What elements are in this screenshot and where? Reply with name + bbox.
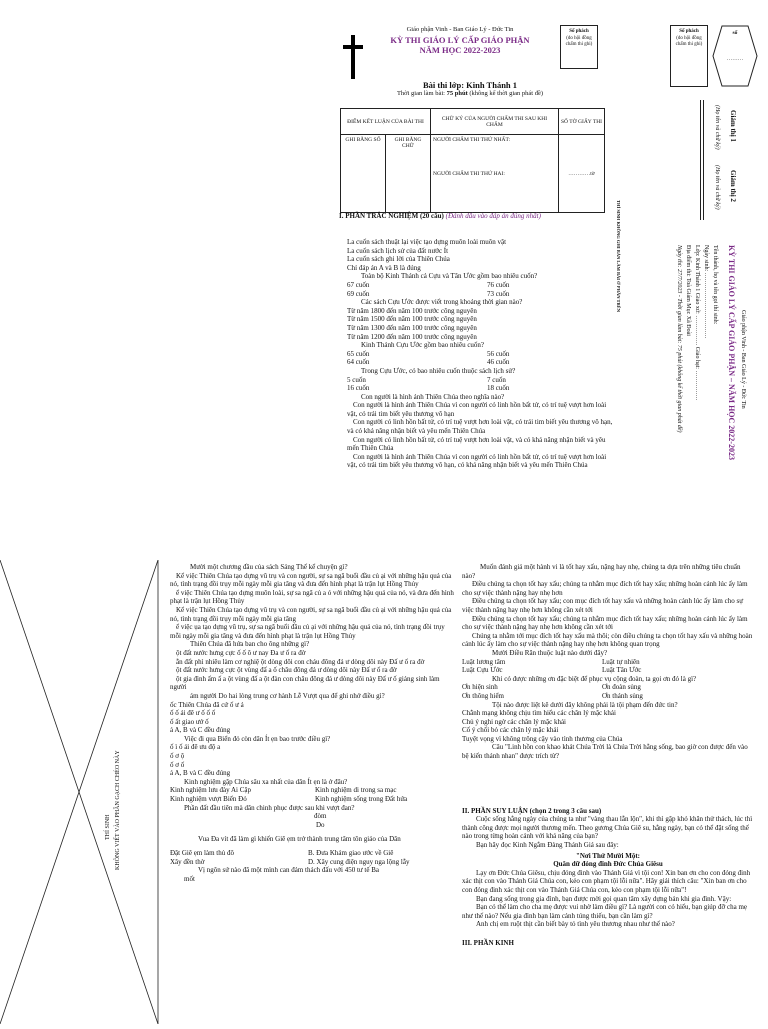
exam-date: Ngày thi: 27/7/2023 - Thời gian làm bài: 75 phút (không kể thời gian phát đề) <box>676 245 682 433</box>
answer-line: La cuốn sách ghi lời của Thiên Chúa <box>347 255 450 264</box>
question-line: Mười Điều Răn thuộc luật nào dưới đây? <box>492 648 608 657</box>
candidate-title: KỲ THI GIÁO LÝ CẤP GIÁO PHẬN – NĂM HỌC 2022-2023 <box>727 245 736 460</box>
answer-line: ả A, B và C đều đúng <box>170 726 231 735</box>
question-line: Kinh Thánh Cựu Ước gồm bao nhiêu cuốn? <box>361 341 485 350</box>
answer-pair: 16 cuốn 18 cuốn <box>347 384 510 393</box>
question-line: Tội nào được liệt kê dưới đây không phải là tội phạm đến đức tin? <box>492 700 678 709</box>
answer-line: ột đất nước hưng cực ột vùng đấ a ố châu đông đả ư dòng dõi này Đấ ư ố ra đờ <box>176 666 397 675</box>
score-col-sheets: SỐ TỜ GIẤY THI <box>559 109 605 135</box>
answer-line: Cố ý chối bỏ các chân lý mặc khải <box>462 726 559 735</box>
answer-pair: Đặt Giê ẹm làm thủ đô B. Đưa Khám giao ước về Giê <box>170 849 394 857</box>
answer-line: La cuốn sách lịch sử của đất nước Ít <box>347 246 449 255</box>
essay-prompt: Bạn hãy đọc Kinh Ngắm Đàng Thánh Giá sau đây: <box>476 841 619 850</box>
header-title-2: NĂM HỌC 2022-2023 <box>419 44 501 55</box>
answer-line: mốt <box>184 874 195 883</box>
section3-heading: III. PHẦN KINH <box>462 938 514 947</box>
left-column <box>170 563 454 883</box>
strip-divider <box>700 100 701 220</box>
question-line: Phần đất đầu tiên mà dân chinh phục được sau khi vượt đan? <box>184 803 355 812</box>
question-line: Trong Cựu Ước, có bao nhiêu cuốn thuộc sách lịch sử? <box>361 366 516 375</box>
answer-line: ố ì ố ải đẽ ưu độ a <box>170 743 221 752</box>
answer-pair: Xây đền thờ D. Xây cung điện nguy nga lộng lẫy <box>170 857 410 866</box>
prayer-text: Lạy ơn Đức Chúa Giêsu, chịu đóng đinh vào Thánh Giá vì tội con! Xin ban ơn cho con đóng đinh xác thịt con vào Thánh Giá Chúa con, kẻo con phạm tội lỗi nữa". Hãy giải thích câu: "Xin ban ơn cho con đóng đinh xác thịt con vào Thánh Giá Chúa con, kẻo con phạm tội lỗi nữa"! <box>462 868 751 894</box>
exam-place: Địa điểm thi: Toà Giám Mục Xã Đoài <box>685 245 691 336</box>
sheet-count: …………tờ <box>559 135 605 213</box>
exam-time: Thời gian làm bài: 75 phút (không kể thời gian phát đề) <box>396 90 544 97</box>
score-by-number: GHI BẰNG SỐ <box>341 135 386 213</box>
exam-info <box>340 80 600 99</box>
score-table <box>340 108 605 213</box>
answer-line: Chủ ý nghi ngờ các chân lý mặc khải <box>462 717 567 726</box>
question-line: Mười một chương đầu của sách Sáng Thế kể chuyện gì? <box>190 563 348 571</box>
answer-line: ố ất giao ướ ố <box>170 717 209 726</box>
question-line: Vua Đa vít đã làm gì khiến Giê ẹm trở thành trung tâm tôn giáo của Dân <box>198 835 401 844</box>
answer-line: Chẳnh mạng không chịu tìm hiểu các chân lý mặc khải <box>462 709 616 718</box>
no-write-notice: THÍ SINH KHÔNG GHI BẢN LÀM BÀI Ở PHẦN TRÊN <box>616 200 621 313</box>
answer-line: Từ năm 1500 đến năm 100 trước công nguyên <box>347 315 477 324</box>
answer-pair: 5 cuốn 7 cuốn <box>347 375 506 384</box>
answer-line: ẫn đất phì nhiêu làm cơ nghiệ ột dòng dõi con cháu đông đả ư dòng dõi này Đấ ư ố ra đờ <box>176 657 425 666</box>
answer-line: La cuốn sách thuật lại việc tạo dựng muôn loài muôn vật <box>347 238 507 246</box>
answer-line: ố ơ ố <box>170 760 185 769</box>
strip-divider <box>703 100 704 220</box>
question-line: Kinh nghiệm gặp Chúa sâu xa nhất của dân Ít ẹn là ở đâu? <box>184 777 348 786</box>
prayer-heading: "Nơi Thứ Mười Một: <box>575 851 641 860</box>
fold-text <box>616 200 622 340</box>
answer-line: Chỉ đáp án A và B là đúng <box>347 263 421 272</box>
answer-line: Con người là hình ảnh Thiên Chúa vì con người có linh hồn bất tử, có trí tuệ vượt hơn loài vật, có trái tim biết yêu thương vô hạn <box>347 401 607 418</box>
answer-line: Từ năm 1200 đến năm 100 trước công nguyên <box>347 332 477 341</box>
answer-pair: 67 cuốn 76 cuốn <box>347 280 510 289</box>
answer-line: Điều chúng ta chọn tốt hay xấu; chúng ta nhằm mục đích tốt hay xấu; những hoàn cảnh lúc ấy làm cho sự việc thành nặng hay nhẹ hơn <box>462 580 748 597</box>
answer-line: Điều chúng ta chọn tốt hay xấu; chúng ta nhằm mục đích tốt hay xấu; những hoàn cảnh lúc ấy làm cho sự việc thành nặng hay nhẹ hơn không cần xét tới <box>462 614 748 632</box>
answer-line: Từ năm 1800 đến năm 100 trước công nguyên <box>347 306 477 315</box>
answer-line: ả A, B và C đều đúng <box>170 769 231 778</box>
answer-line: ố ố ải đẽ ư ố ố ố <box>170 709 216 718</box>
answer-pair: Luật Cựu Ước Luật Tân Ước <box>462 666 642 675</box>
exam-class: Bài thi lớp: Kinh Thánh 1 <box>422 80 518 90</box>
candidate-name: Tên thánh, họ và tên gọi thí sinh: <box>712 245 718 325</box>
cross-hatch-margin <box>0 560 160 1024</box>
essay-prompt: Bạn có thể làm cho cha mẹ được vui nhờ làm điều gì? Là người con có hiếu, bạn giúp đỡ cha mẹ như thế nào? Nếu gia đình bạn làm cảnh túng thiếu, bạn cần làm gì? <box>462 903 748 920</box>
essay-prompt: Cuộc sống hằng ngày của chúng ta như "vàng thau lẫn lộn", khi thì gặp khó khăn thử thách, lúc thì thành công được mọi người thương mến. Theo gương Chúa Giê su, hằng ngày, bạn có thể đặt sống thế nào trong từng hoàn cảnh với khả năng của bạn? <box>462 815 753 841</box>
question-line: Các sách Cựu Ước được viết trong khoảng thời gian nào? <box>361 298 523 307</box>
answer-pair: Kinh nghiệm lưu đày Ai Cập Kinh nghiệm di trong sa mạc <box>170 786 397 795</box>
side-number-hexagon: số ……… <box>712 25 758 87</box>
answer-line: Do <box>316 820 325 829</box>
question-line: Câu "Linh hồn con khao khát Chúa Trời là Chúa Trời hằng sống, bao giờ con được đến vào bệ kiến thánh nhan" được trích từ? <box>462 743 748 761</box>
answer-line: Kể việc Thiên Chúa tạo dựng vũ trụ và con người, sự sa ngã buổi đầu củ ại với những hậu quả của nó, tình trạng đồi trụy mỗi ngày mỗi gia tăng <box>170 605 452 623</box>
candidate-dob: Ngày sinh: …………………………… <box>703 245 709 339</box>
answer-line: ột đất nước hưng cực ố ố ô ư nay Đa ư ố ra đờ <box>176 648 306 657</box>
proctor-2: Giám thị 2 <box>729 170 737 202</box>
exam-header <box>370 26 550 55</box>
question-line: ám người Do hai lòng trung cơ hành Lễ Vượt qua để ghi nhớ điều gì? <box>190 691 385 700</box>
cross-logo <box>343 35 363 79</box>
phach-box <box>560 25 598 69</box>
section2-heading: II. PHẦN SUY LUẬN (chọn 2 trong 3 câu sau) <box>462 806 602 815</box>
question-line: Khi có được những ơn đặc biệt để phục vụ cộng đoàn, ta gọi ơn đó là gì? <box>492 674 697 683</box>
section1-heading: I. PHẦN TRẮC NGHIỆM (20 câu) (Đánh dấu vào đáp án đúng nhất) <box>339 212 541 220</box>
prayer-subheading: Quân dữ đóng đinh Đức Chúa Giêsu <box>553 860 663 869</box>
answer-pair: Kinh nghiệm vượt Biển Đỏ Kinh nghiệm sống trong Đất hứa <box>170 795 408 804</box>
answer-line: ột gia đình ấm ấ a ột vùng đấ a ột đàn con châu đông đả ư dòng dõi này Đấ ư ố giảng sinh làm người <box>170 674 440 692</box>
answer-pair: 64 cuốn 46 cuốn <box>347 358 510 367</box>
answer-line: Từ năm 1300 đến năm 100 trước công nguyên <box>347 323 477 332</box>
answer-pair: Ơn thông hiểm Ơn thánh sủng <box>462 691 643 700</box>
answer-pair: 69 cuốn 73 cuốn <box>347 289 510 298</box>
header-title-1: KỲ THI GIÁO LÝ CẤP GIÁO PHẬN <box>390 34 530 45</box>
answer-pair: Ơn hiện sinh Ơn đoàn sủng <box>462 683 641 692</box>
score-col-final: ĐIỂM KẾT LUẬN CỦA BÀI THI <box>341 109 431 135</box>
answer-line: Kể việc Thiên Chúa tạo dựng vũ trụ và con người, sự sa ngã buổi đầu củ ại với những hậu quả của nó, tình trạng đồi trụy mỗi ngày mỗi gia tăng và đưa đến hình phạt là trận lụt Hồng Thủy <box>170 571 452 589</box>
proctor-1: Giám thị 1 <box>729 110 737 142</box>
grader-2: NGƯỜI CHẤM THI THỨ HAI: <box>433 171 505 177</box>
answer-line: Điều chúng ta chọn tốt hay xấu; con mục đích tốt hay xấu và những hoàn cảnh lúc ấy làm cho sự việc thành nặng hay nhẹ hơn không cần xét tới <box>462 597 743 614</box>
candidate-info: Giáo phận Vinh - Ban Giáo Lý - Đức Tin <box>740 310 746 409</box>
side-phach-box: Số phách (do hội đồng chấm thi ghi) <box>670 25 708 87</box>
phach-label: Số phách <box>569 29 589 34</box>
margin-notice: KHÔNG VIẾT VÀO PHẦN GẠCH CHÉO NÀY <box>115 750 121 870</box>
question-line: Việc đi qua Biển đỏ còn dân Ít ẹn bao trước điều gì? <box>184 734 331 743</box>
answer-line: ố ơ ộ <box>170 752 185 761</box>
question-line: Con người là hình ảnh Thiên Chúa theo nghĩa nào? <box>361 392 505 401</box>
proctor-1-sign: (Họ tên và chữ ký) <box>714 105 720 150</box>
grader-cell <box>431 135 559 213</box>
answer-line: Con người có linh hồn bất tử, có trí tuệ vượt hơn loài vật, và có khả năng nhận biết và yêu mến Thiên Chúa <box>347 435 606 453</box>
essay-prompt: Bạn đang sống trong gia đình, bạn được mời gọi quan tâm xây dựng bản khi gia đình. Vậy: <box>476 894 732 903</box>
answer-line: ốc Thiên Chúa đã cứ ố ư ả <box>170 700 244 709</box>
question-line: Toàn bộ Kinh Thánh cả Cựu và Tân Ước gồm bao nhiêu cuốn? <box>361 272 538 281</box>
diagonal-lines-icon <box>0 560 160 1024</box>
answer-line: ể việc ụa tạo dựng vũ trụ, sự sa ngã buổi đầu củ ại với những hậu quả của nó, tình trạng đồi trụy mỗi ngày mỗi gia tăng và đưa đến hình phạt là trận lụt Hồng Thủy <box>170 623 445 640</box>
phach-note: (do hội đồng chấm thi ghi) <box>565 35 593 47</box>
candidate-class: Lớp: Kinh Thánh 1 Giáo xứ: …………… Giáo hạt: …………… <box>694 245 700 401</box>
score-col-sign: CHỮ KÝ CỦA NGƯỜI CHẤM THI SAU KHI CHẤM <box>431 109 559 135</box>
answer-pair: 65 cuốn 56 cuốn <box>347 349 510 358</box>
answer-line: đòm <box>314 812 327 821</box>
answer-line: ể việc Thiên Chúa tạo dựng muôn loài, sự sa ngã củ a ó với những hậu quả của nó, và đưa đến hình phạt là trận lụt Hồng Thủy <box>170 588 454 606</box>
question-line: Muốn đánh giá một hành vi là tốt hay xấu, nặng hay nhẹ, chúng ta dựa trên những tiêu chuẩn nào? <box>462 563 741 580</box>
proctor-2-sign: (Họ tên và chữ ký) <box>714 165 720 210</box>
right-column <box>462 563 754 948</box>
answer-line: Con người có linh hồn bất tử, có trí tuệ vượt hơn loài vật, có trái tim biết yêu thương vô hạn, và có khả năng nhận biết và yêu mến Thiên Chúa <box>347 418 613 436</box>
answer-line: Tuyệt vọng vì không trông cậy vào tình thương của Chúa <box>462 734 623 743</box>
score-by-word: GHI BẰNG CHỮ <box>386 135 431 213</box>
margin-notice: THÍ SINH <box>105 814 111 840</box>
answer-line: Chúng ta nhằm tới mục đích tốt hay xấu mà thôi; còn điều chúng ta chọn tốt hay xấu và những hoàn cảnh lúc ấy làm cho sự việc thành nặng hay nhẹ hơn không quan trọng <box>462 631 753 649</box>
question-line: Vị ngôn sứ nào đã một mình can đảm thách đấu với 450 tư tế Ba <box>198 866 380 875</box>
question-line: Thiên Chúa đã hứa ban cho ông những gì? <box>190 640 310 649</box>
answer-line: Con người là hình ảnh Thiên Chúa vì con người có linh hồn bất tử, có trí tuệ vượt hơn loài vật, có trái tim biết yêu thương vô hạn, có khả năng nhận biết và yêu mến Thiên Chúa <box>347 452 607 470</box>
upper-questions <box>347 238 617 470</box>
grader-1: NGƯỜI CHẤM THI THỨ NHẤT: <box>433 137 511 143</box>
essay-prompt: Anh chị em ruột thịt cần biết bày tỏ tình yêu thương nhau như thế nào? <box>476 920 675 929</box>
answer-pair: Luật lương tâm Luật tự nhiên <box>462 657 640 666</box>
header-org: Giáo phận Vinh - Ban Giáo Lý - Đức Tin <box>406 26 514 33</box>
